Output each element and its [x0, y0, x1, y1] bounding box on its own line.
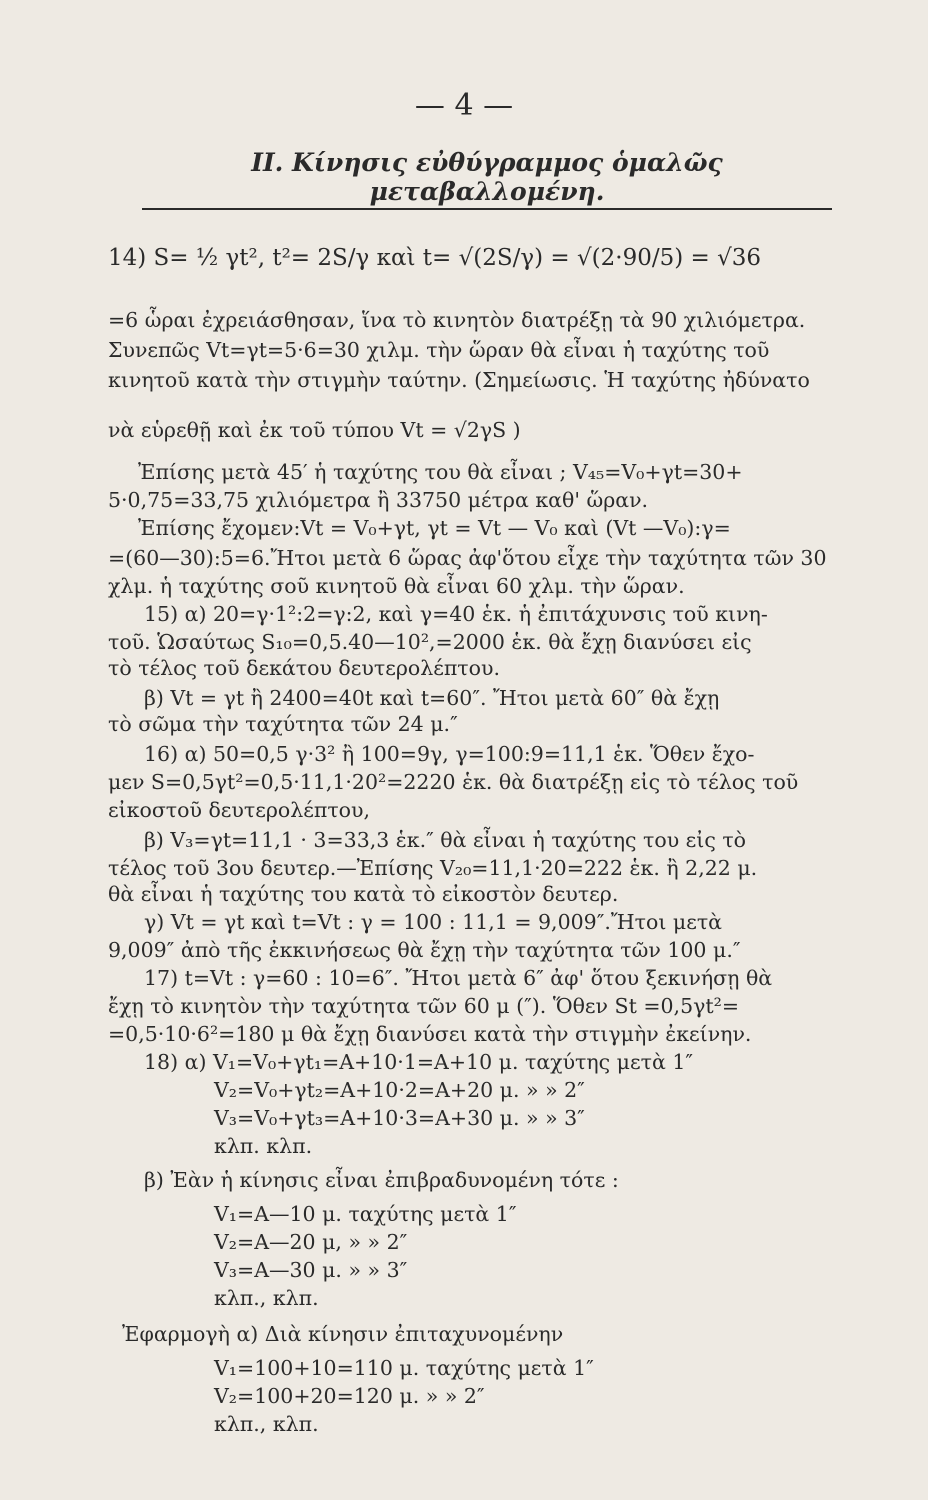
- text-line: τοῦ. Ὡσαύτως S₁₀=0,5.40—10²,=2000 ἑκ. θὰ ἔχῃ διανύσει εἰς: [108, 630, 752, 654]
- text-line: χλμ. ἡ ταχύτης σοῦ κινητοῦ θὰ εἶναι 60 χλμ. τὴν ὥραν.: [108, 574, 685, 598]
- text-line: V₂=100+20=120 μ. » » 2″: [214, 1384, 485, 1408]
- text-line: =0,5·10·6²=180 μ θὰ ἔχῃ διανύσει κατὰ τὴν στιγμὴν ἐκείνην.: [108, 1022, 752, 1046]
- text-line: γ) Vt = γt καὶ t=Vt : γ = 100 : 11,1 = 9,009″.Ἤτοι μετὰ: [144, 910, 723, 934]
- text-line: 5·0,75=33,75 χιλιόμετρα ἢ 33750 μέτρα καθ' ὥραν.: [108, 488, 649, 512]
- formula-line: νὰ εὑρεθῇ καὶ ἐκ τοῦ τύπου Vt = √2γS ): [108, 418, 521, 442]
- text-line: κλπ., κλπ.: [214, 1412, 319, 1436]
- exercise-17-line: 17) t=Vt : γ=60 : 10=6″. Ἤτοι μετὰ 6″ ἀφ' ὅτου ξεκινήσῃ θὰ: [144, 966, 773, 990]
- formula-line: 14) S= ½ γt², t²= 2S/γ καὶ t= √(2S/γ) = √(2·90/5) = √36: [108, 245, 762, 271]
- text-line: Συνεπῶς Vt=γt=5·6=30 χιλμ. τὴν ὥραν θὰ εἶναι ἡ ταχύτης τοῦ: [108, 338, 770, 362]
- text-line: 9,009″ ἀπὸ τῆς ἐκκινήσεως θὰ ἔχῃ τὴν ταχύτητα τῶν 100 μ.″: [108, 938, 741, 962]
- text-line: β) V₃=γt=11,1 · 3=33,3 ἑκ.″ θὰ εἶναι ἡ ταχύτης του εἰς τὸ: [144, 828, 747, 852]
- text-line: κλπ. κλπ.: [214, 1134, 313, 1158]
- exercise-18-line: 18) α) V₁=V₀+γt₁=A+10·1=A+10 μ. ταχύτης μετὰ 1″: [144, 1050, 694, 1074]
- application-heading-line: Ἐφαρμογὴ α) Διὰ κίνησιν ἐπιταχυνομένην: [122, 1322, 564, 1346]
- text-line: V₃=A—30 μ. » » 3″: [214, 1258, 408, 1282]
- text-line: κινητοῦ κατὰ τὴν στιγμὴν ταύτην. (Σημείωσις. Ἡ ταχύτης ἠδύνατο: [108, 368, 810, 392]
- text-line: μεν S=0,5γt²=0,5·11,1·20²=2220 ἑκ. θὰ διατρέξῃ εἰς τὸ τέλος τοῦ: [108, 770, 799, 794]
- text-line: V₂=V₀+γt₂=A+10·2=A+20 μ. » » 2″: [214, 1078, 585, 1102]
- section-title: ΙΙ. Κίνησις εὐθύγραμμος ὁμαλῶς μεταβαλλομένη.: [142, 148, 832, 210]
- text-line: V₂=A—20 μ, » » 2″: [214, 1230, 408, 1254]
- text-line: =(60—30):5=6.Ἤτοι μετὰ 6 ὥρας ἀφ'ὅτου εἶχε τὴν ταχύτητα τῶν 30: [108, 546, 827, 570]
- text-line: β) Vt = γt ἢ 2400=40t καὶ t=60″. Ἤτοι μετὰ 60″ θὰ ἔχῃ: [144, 686, 720, 710]
- text-line: Ἐπίσης μετὰ 45′ ἡ ταχύτης του θὰ εἶναι ; V₄₅=V₀+γt=30+: [138, 460, 743, 484]
- text-line: ἔχῃ τὸ κινητὸν τὴν ταχύτητα τῶν 60 μ (″). Ὅθεν St =0,5γt²=: [108, 994, 739, 1018]
- text-line: Ἐπίσης ἔχομεν:Vt = V₀+γt, γt = Vt — V₀ καὶ (Vt —V₀):γ=: [138, 516, 731, 540]
- text-line: θὰ εἶναι ἡ ταχύτης του κατὰ τὸ εἰκοστὸν δευτερ.: [108, 882, 619, 906]
- text-line: V₁=A—10 μ. ταχύτης μετὰ 1″: [214, 1202, 517, 1226]
- text-line: τέλος τοῦ 3ου δευτερ.—Ἐπίσης V₂₀=11,1·20=222 ἑκ. ἢ 2,22 μ.: [108, 856, 758, 880]
- text-line: V₃=V₀+γt₃=A+10·3=A+30 μ. » » 3″: [214, 1106, 585, 1130]
- text-line: τὸ σῶμα τὴν ταχύτητα τῶν 24 μ.″: [108, 712, 458, 736]
- exercise-15-line: 15) α) 20=γ·1²:2=γ:2, καὶ γ=40 ἑκ. ἡ ἐπιτάχυνσις τοῦ κινη-: [144, 602, 768, 626]
- text-line: κλπ., κλπ.: [214, 1286, 319, 1310]
- text-line: τὸ τέλος τοῦ δεκάτου δευτερολέπτου.: [108, 656, 500, 680]
- text-line: εἰκοστοῦ δευτερολέπτου,: [108, 798, 370, 822]
- text-line: V₁=100+10=110 μ. ταχύτης μετὰ 1″: [214, 1356, 594, 1380]
- text-line: =6 ὧραι ἐχρειάσθησαν, ἵνα τὸ κινητὸν διατρέξῃ τὰ 90 χιλιόμετρα.: [108, 308, 806, 332]
- text-line: β) Ἐὰν ἡ κίνησις εἶναι ἐπιβραδυνομένη τότε :: [144, 1168, 619, 1192]
- exercise-16-line: 16) α) 50=0,5 γ·3² ἢ 100=9γ, γ=100:9=11,1 ἑκ. Ὅθεν ἔχο-: [144, 742, 755, 766]
- page-number: — 4 —: [414, 88, 514, 123]
